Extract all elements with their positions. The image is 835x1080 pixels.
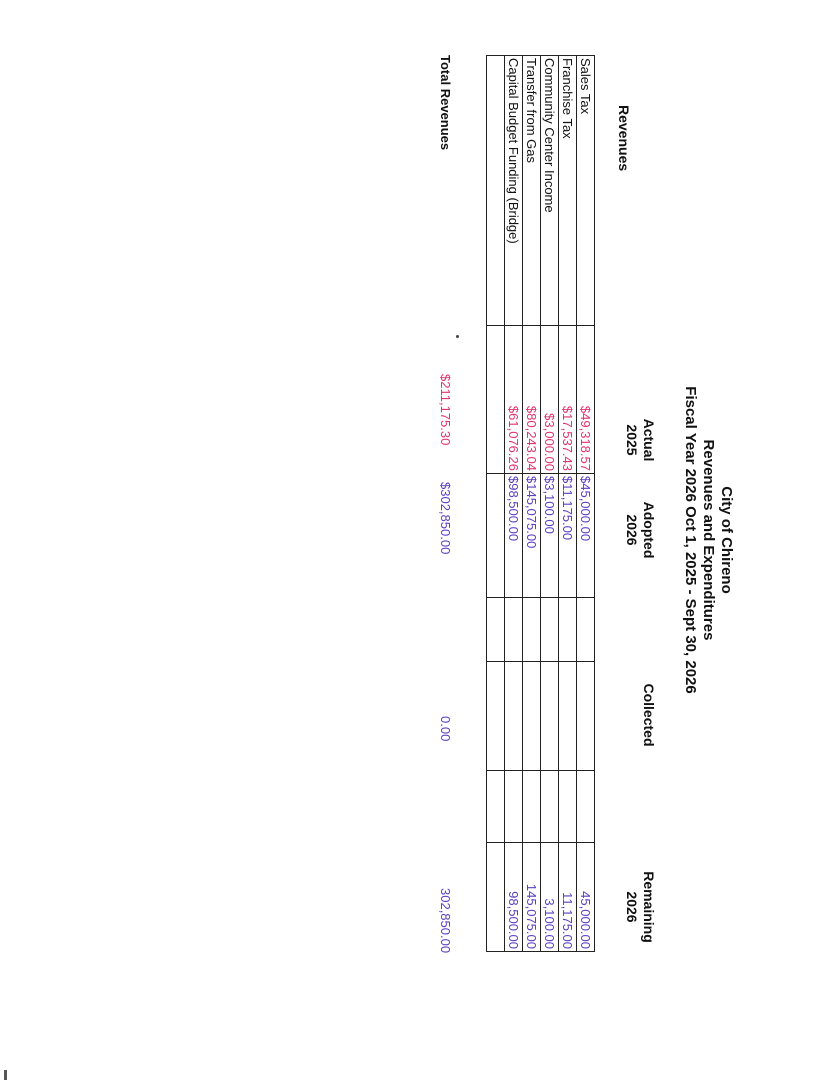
table-spacer-row <box>487 56 505 952</box>
row-actual: $49,318.57 <box>577 326 595 474</box>
row-adopted: $3,100.00 <box>541 474 559 598</box>
row-remaining: 3,100.00 <box>541 843 559 952</box>
total-actual: $211,175.30 <box>438 374 453 446</box>
fiscal-year-title: Fiscal Year 2026 Oct 1, 2025 - Sept 30, 2026 <box>682 386 699 694</box>
row-remaining: 45,000.00 <box>577 843 595 952</box>
total-adopted: $302,850.00 <box>438 482 453 555</box>
spacer-cell <box>487 326 505 474</box>
table-row <box>559 56 577 952</box>
total-remaining: 302,850.00 <box>438 888 453 954</box>
row-name: Community Center Income <box>541 56 559 326</box>
col-header-adopted-line2: 2026 <box>624 514 640 546</box>
row-name: Sales Tax <box>577 56 595 326</box>
row-adopted: $11,175.00 <box>559 474 577 598</box>
row-blank-cell <box>559 662 577 771</box>
row-actual: $80,243.04 <box>523 326 541 474</box>
col-header-adopted-line1: Adopted <box>641 501 657 559</box>
row-actual: $17,537.43 <box>559 326 577 474</box>
row-remaining: 145,075.00 <box>523 843 541 952</box>
row-actual: $3,000.00 <box>541 326 559 474</box>
row-name: Franchise Tax <box>559 56 577 326</box>
row-collected-cell <box>523 598 541 662</box>
spacer-cell <box>487 56 505 326</box>
row-collected-cell <box>577 598 595 662</box>
row-name: Transfer from Gas <box>523 56 541 326</box>
row-blank-cell <box>523 662 541 771</box>
table-row <box>505 56 523 952</box>
row-blank-cell <box>505 771 523 843</box>
col-header-remaining <box>623 862 657 952</box>
table-row <box>541 56 559 952</box>
row-adopted: $145,075.00 <box>523 474 541 598</box>
scan-edge-mark <box>4 1070 7 1080</box>
row-collected-cell <box>541 598 559 662</box>
col-header-remaining-line2: 2026 <box>624 891 640 923</box>
scan-speck <box>456 335 459 338</box>
row-adopted: $45,000.00 <box>577 474 595 598</box>
row-collected-cell <box>505 598 523 662</box>
spacer-cell <box>487 474 505 598</box>
row-remaining: 11,175.00 <box>559 843 577 952</box>
row-blank-cell <box>577 771 595 843</box>
total-collected: 0.00 <box>438 716 453 742</box>
row-blank-cell <box>505 662 523 771</box>
revenues-table <box>486 55 595 952</box>
section-label-revenues: Revenues <box>616 105 632 172</box>
row-blank-cell <box>523 771 541 843</box>
table-row <box>523 56 541 952</box>
row-blank-cell <box>577 662 595 771</box>
row-name: Capital Budget Funding (Bridge) <box>505 56 523 326</box>
spacer-cell <box>487 662 505 771</box>
row-actual: $61,076.26 <box>505 326 523 474</box>
row-blank-cell <box>541 662 559 771</box>
col-header-actual <box>623 400 657 480</box>
total-revenues-label: Total Revenues <box>438 55 453 151</box>
col-header-actual-line2: 2025 <box>624 424 640 456</box>
report-subtitle: Revenues and Expenditures <box>700 439 717 641</box>
row-blank-cell <box>559 771 577 843</box>
spacer-cell <box>487 771 505 843</box>
col-header-adopted <box>623 490 657 570</box>
col-header-actual-line1: Actual <box>641 418 657 462</box>
spacer-cell <box>487 598 505 662</box>
city-title: City of Chireno <box>718 486 735 594</box>
row-adopted: $98,500.00 <box>505 474 523 598</box>
row-blank-cell <box>541 771 559 843</box>
row-remaining: 98,500.00 <box>505 843 523 952</box>
table-row <box>577 56 595 952</box>
col-header-collected <box>640 670 657 760</box>
spacer-cell <box>487 843 505 952</box>
col-header-remaining-line1: Remaining <box>641 871 657 943</box>
col-header-collected-line1: Collected <box>641 683 657 747</box>
row-collected-cell <box>559 598 577 662</box>
